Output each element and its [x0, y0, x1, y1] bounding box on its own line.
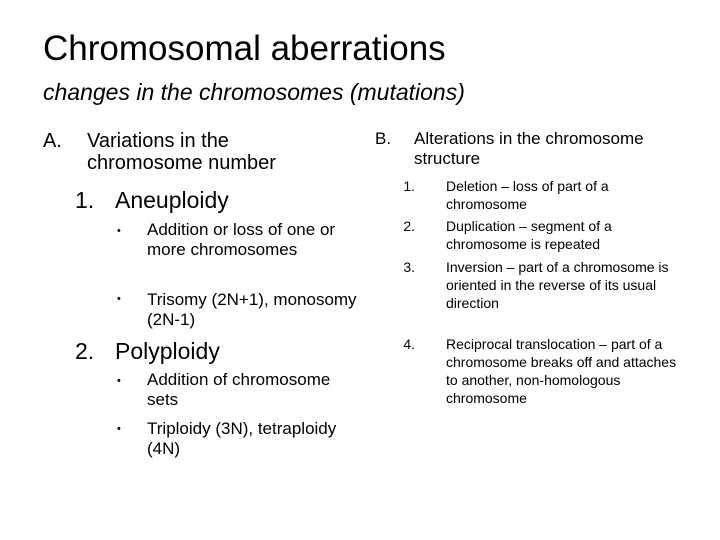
- structure-item-number: 3.: [403, 259, 415, 275]
- polyploidy-bullet-1: Addition of chromosome sets: [147, 370, 331, 409]
- polyploidy-label: Polyploidy: [115, 338, 220, 364]
- structure-item-number: 4.: [403, 336, 415, 352]
- aneuploidy-label: Aneuploidy: [115, 187, 229, 213]
- aneuploidy-bullet-2: Trisomy (2N+1), monosomy (2N-1): [147, 290, 357, 329]
- structure-item-translocation: Reciprocal translocation – part of a chromosome breaks off and attaches to another, non-homologous chromosome: [446, 336, 677, 406]
- structure-item-inversion: Inversion – part of a chromosome is oriented in the reverse of its usual direction: [446, 259, 669, 311]
- polyploidy-bullet-2: Triploidy (3N), tetraploidy (4N): [147, 419, 337, 458]
- aneuploidy-number: 1.: [75, 187, 95, 213]
- slide-title: Chromosomal aberrations: [43, 29, 446, 68]
- aneuploidy-heading: [75, 186, 229, 214]
- structure-item-deletion: Deletion – loss of part of a chromosome: [446, 178, 609, 212]
- polyploidy-number: 2.: [75, 338, 95, 364]
- bullet-marker: •: [117, 225, 121, 237]
- bullet-marker: •: [117, 423, 121, 435]
- aneuploidy-bullet-1: Addition or loss of one or more chromosomes: [147, 220, 336, 259]
- bullet-marker: •: [117, 375, 121, 387]
- structure-item-duplication: Duplication – segment of a chromosome is repeated: [446, 218, 612, 252]
- bullet-marker: •: [117, 293, 121, 305]
- slide-subtitle: changes in the chromosomes (mutations): [43, 79, 465, 105]
- polyploidy-heading: [75, 337, 220, 365]
- section-a-letter: A.: [43, 130, 62, 152]
- section-a-heading: Variations in the chromosome number: [87, 130, 276, 174]
- structure-item-number: 2.: [403, 218, 415, 234]
- section-b-letter: B.: [375, 129, 392, 148]
- section-b-heading: Alterations in the chromosome structure: [414, 129, 644, 168]
- structure-item-number: 1.: [403, 178, 415, 194]
